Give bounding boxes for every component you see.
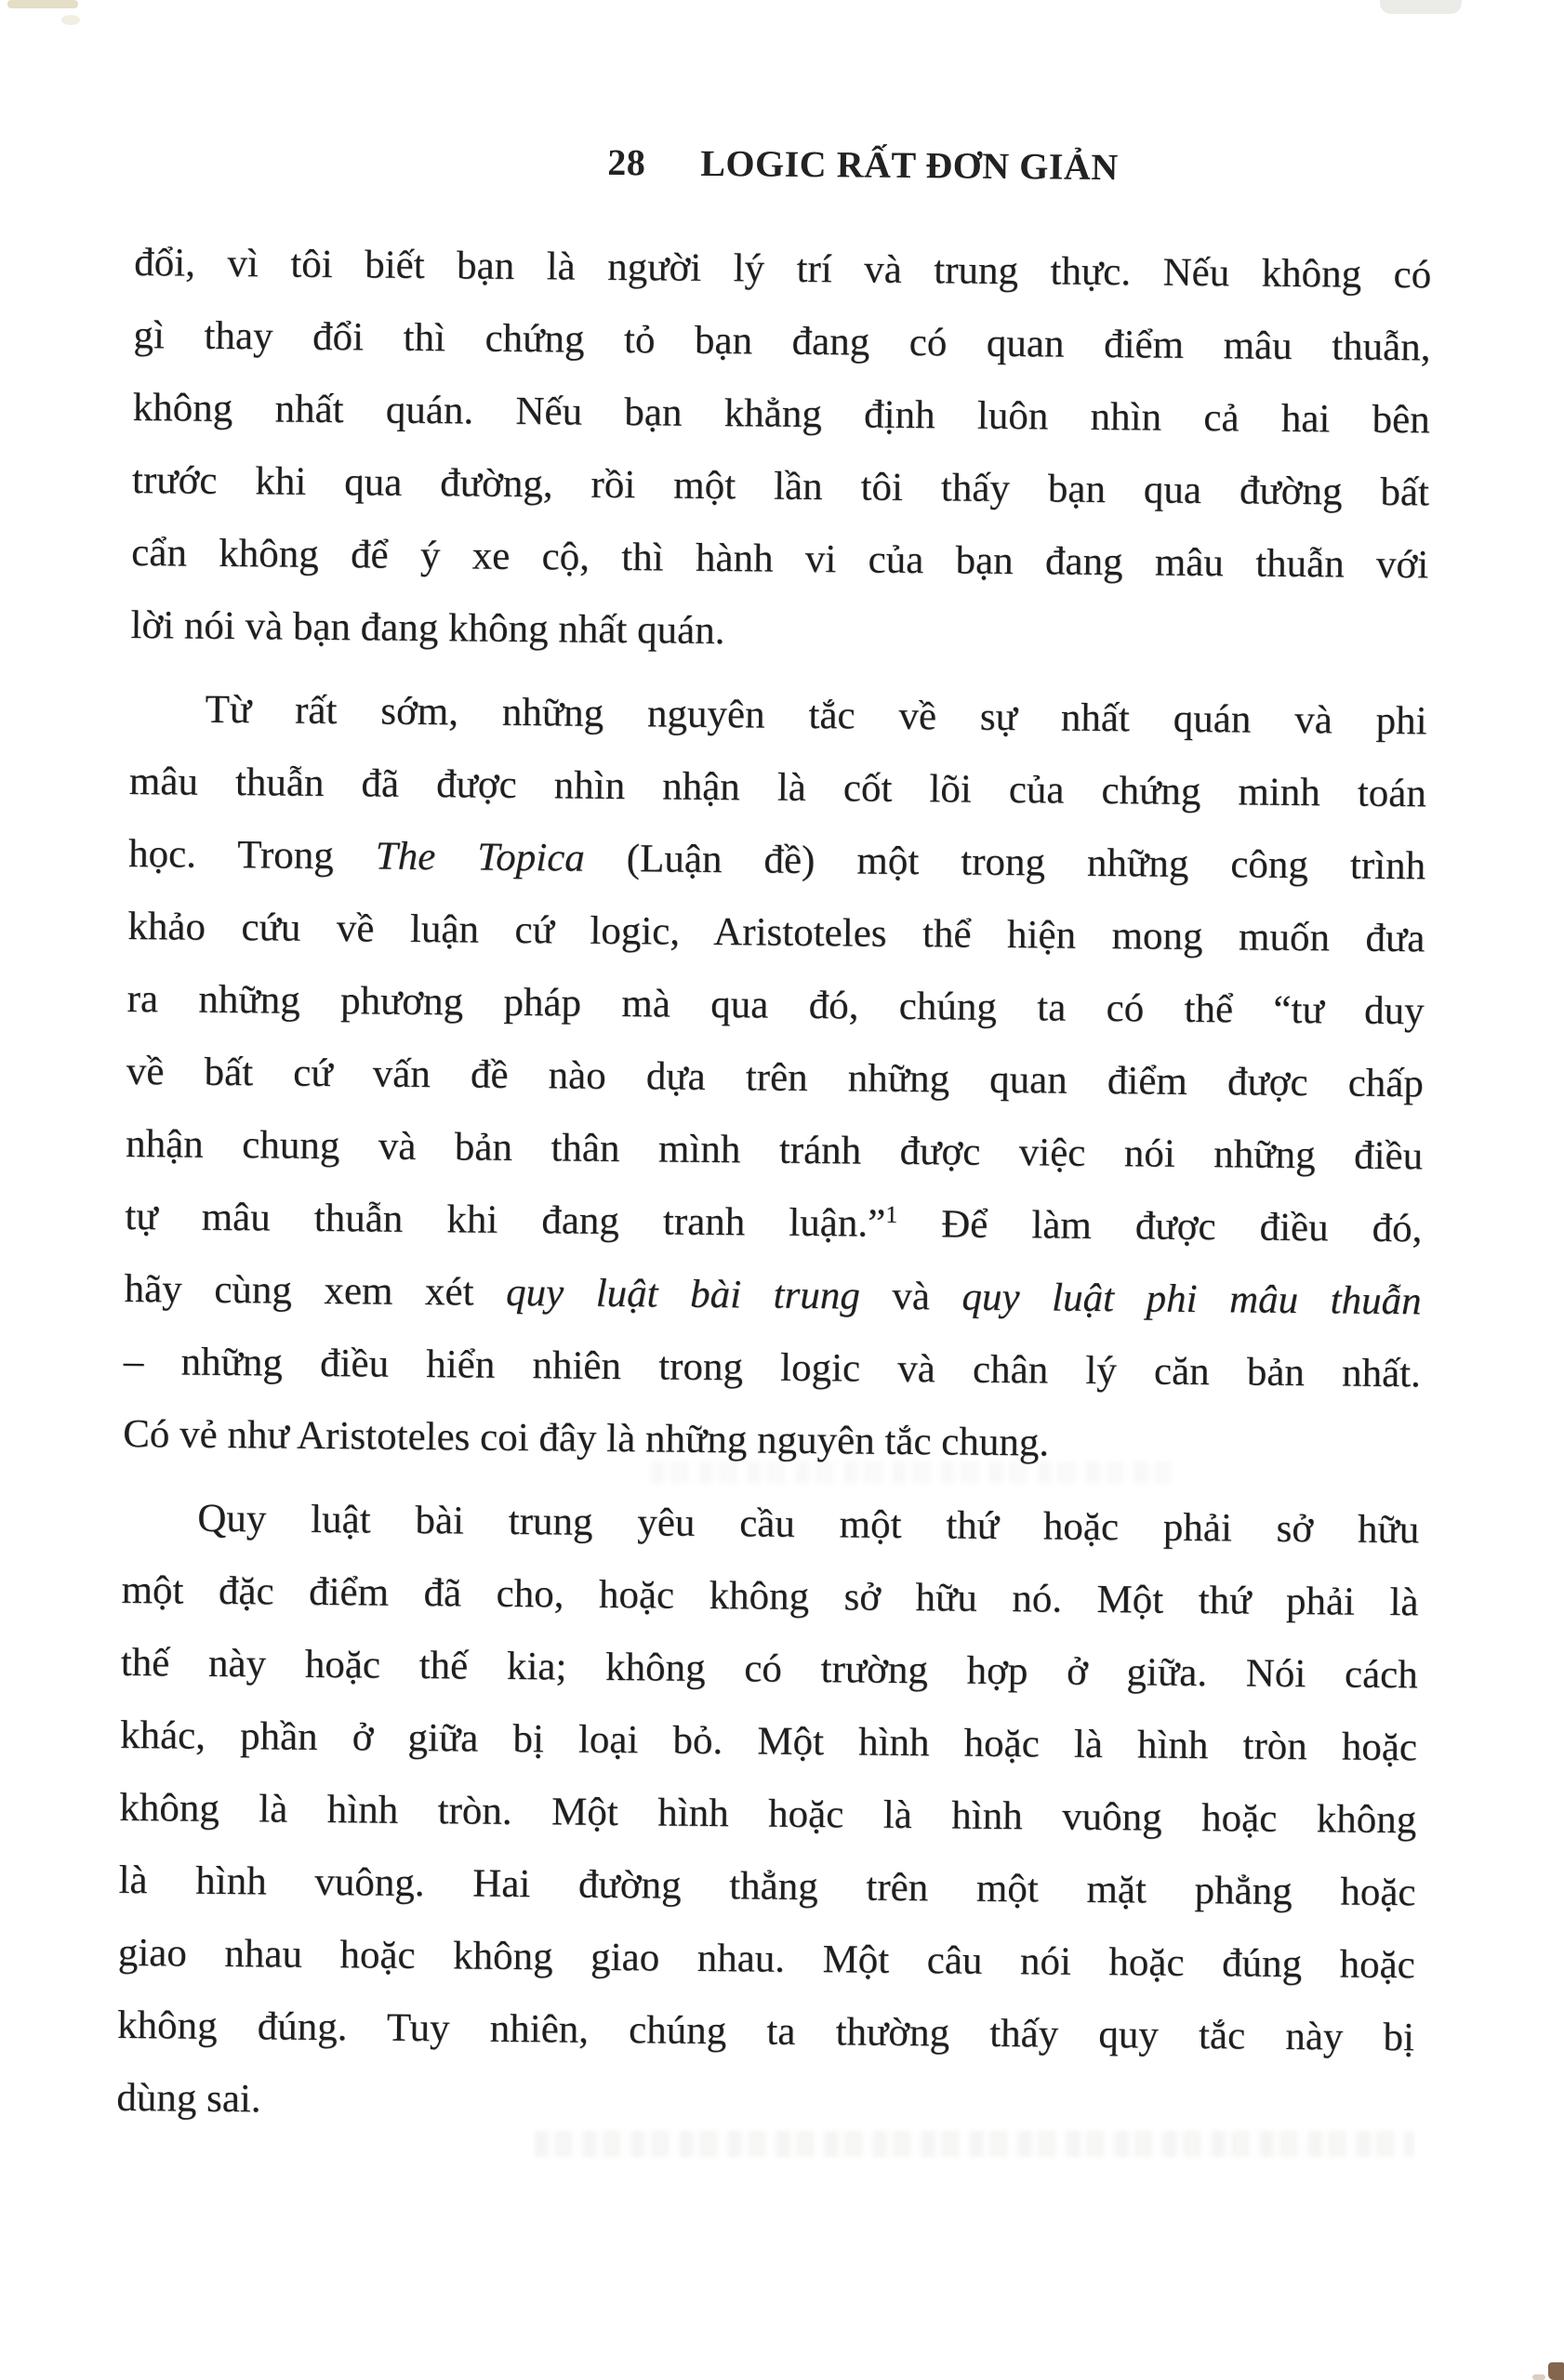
text-line	[120, 1699, 1418, 1784]
text-segment: khảo cứu về luận cứ logic, Aristoteles thể hiện mong muốn đưa	[127, 904, 1425, 961]
text-segment: Để làm được điều đó,	[896, 1201, 1423, 1251]
text-line	[117, 1917, 1415, 2002]
text-segment: khác, phần ở giữa bị loại bỏ. Một hình hoặc là hình tròn hoặc	[119, 1712, 1418, 1770]
text-line	[132, 444, 1430, 529]
text-segment: không đúng. Tuy nhiên, chúng ta thường thấy quy tắc này bị	[116, 2003, 1415, 2060]
text-segment: quy luật bài trung	[505, 1270, 861, 1318]
paragraph	[123, 673, 1427, 1483]
text-line	[125, 1181, 1423, 1265]
text-block	[116, 227, 1432, 2147]
text-line	[126, 1036, 1425, 1120]
scan-smudge-top-left	[7, 0, 78, 8]
text-segment: về bất cứ vấn đề nào dựa trên những quan điểm được chấp	[126, 1049, 1425, 1106]
text-segment: ra những phương pháp mà qua đó, chúng ta có thể “tư duy	[126, 976, 1425, 1034]
text-segment: là hình vuông. Hai đường thẳng trên một mặt phẳng hoặc	[118, 1858, 1416, 1915]
text-line	[127, 891, 1425, 975]
text-segment: gì thay đổi thì chứng tỏ bạn đang có quan điểm mâu thuẫn,	[133, 312, 1431, 370]
text-segment: cẩn không để ý xe cộ, thì hành vi của bạn đang mâu thuẫn với	[131, 530, 1429, 588]
text-segment: và	[859, 1274, 962, 1319]
text-segment: lời nói và bạn đang không nhất quán.	[130, 602, 725, 654]
text-segment: không là hình tròn. Một hình hoặc là hình vuông hoặc không	[119, 1785, 1417, 1843]
text-segment: quy luật phi mâu thuẫn	[961, 1275, 1422, 1324]
scan-smudge-bottom-right-small	[1532, 2374, 1545, 2380]
text-segment: đổi, vì tôi biết bạn là người lý trí và trung thực. Nếu không có	[134, 240, 1432, 298]
text-segment: thế này hoặc thế kia; không có trường hợp ở giữa. Nói cách	[120, 1640, 1418, 1698]
scan-smudge-bottom-right	[1548, 2362, 1564, 2380]
text-segment: trước khi qua đường, rồi một lần tôi thấy bạn qua đường bất	[131, 457, 1430, 515]
running-header	[135, 136, 1432, 196]
text-segment: học. Trong	[127, 831, 377, 879]
text-line	[130, 589, 1428, 674]
text-line	[133, 299, 1431, 384]
text-line	[116, 2062, 1414, 2147]
paragraph	[130, 227, 1431, 674]
text-line	[129, 746, 1427, 830]
text-segment: – những điều hiển nhiên trong logic và chân lý căn bản nhất.	[123, 1339, 1422, 1396]
text-line	[132, 372, 1430, 456]
text-line	[131, 517, 1429, 602]
text-line	[129, 673, 1427, 758]
text-line	[124, 1326, 1422, 1410]
text-segment: (Luận đề) một trong những công trình	[584, 836, 1426, 889]
text-segment: một đặc điểm đã cho, hoặc không sở hữu nó. Một thứ phải là	[121, 1567, 1419, 1625]
paragraph	[116, 1482, 1420, 2147]
text-line	[122, 1482, 1420, 1567]
text-line	[120, 1627, 1418, 1712]
text-segment: mâu thuẫn đã được nhìn nhận là cốt lõi của chứng minh toán	[128, 759, 1427, 816]
text-line	[121, 1554, 1419, 1639]
footnote-marker: 1	[885, 1200, 898, 1228]
text-segment: tự mâu thuẫn khi đang tranh luận.”	[125, 1194, 886, 1246]
text-line	[119, 1772, 1417, 1857]
text-segment: dùng sai.	[116, 2075, 261, 2122]
text-line	[126, 1108, 1424, 1193]
text-segment: nhận chung và bản thân mình tránh được việc nói những điều	[125, 1121, 1424, 1179]
page-number: 28	[607, 140, 646, 184]
page-content	[116, 0, 1434, 2122]
text-line	[123, 1398, 1421, 1483]
scan-smudge-top-left-small	[61, 15, 80, 25]
running-title: LOGIC RẤT ĐƠN GIẢN	[700, 141, 1119, 189]
text-line	[124, 1253, 1422, 1338]
text-line	[117, 1990, 1415, 2074]
text-line	[128, 818, 1426, 903]
text-line	[118, 1844, 1416, 1929]
text-segment: Có vẻ như Aristoteles coi đây là những nguyên tắc chung.	[122, 1411, 1050, 1465]
text-segment: giao nhau hoặc không giao nhau. Một câu nói hoặc đúng hoặc	[117, 1930, 1415, 1988]
scan-smudge-top-right	[1380, 0, 1462, 14]
text-segment: Từ rất sớm, những nguyên tắc về sự nhất quán và phi	[205, 687, 1427, 744]
text-segment: hãy cùng xem xét	[124, 1266, 507, 1315]
text-line	[134, 227, 1432, 311]
text-segment: Quy luật bài trung yêu cầu một thứ hoặc phải sở hữu	[197, 1496, 1420, 1553]
text-segment: không nhất quán. Nếu bạn khẳng định luôn nhìn cả hai bên	[132, 385, 1430, 443]
text-segment: The Topica	[375, 834, 586, 880]
text-line	[126, 963, 1425, 1048]
